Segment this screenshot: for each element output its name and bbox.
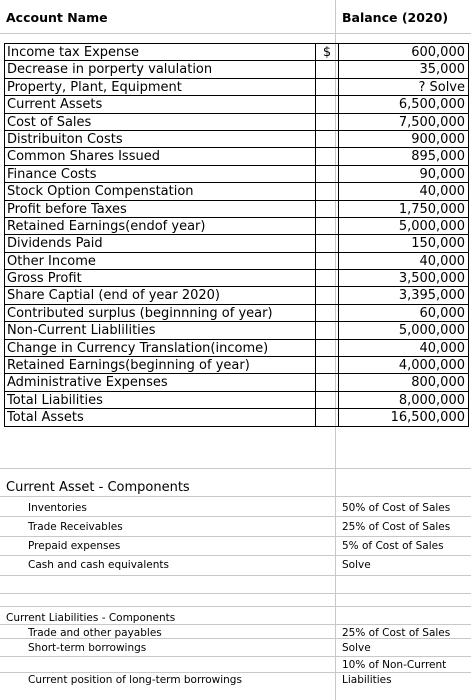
balance-cell: 3,500,000 xyxy=(398,271,465,287)
table-row xyxy=(5,79,468,96)
balance-cell: 90,000 xyxy=(419,166,465,182)
currency-cell xyxy=(315,374,339,390)
balance-cell: 60,000 xyxy=(419,305,465,321)
current-liabilities-components-title: Current Liabilities - Components xyxy=(6,612,176,624)
balance-cell: 3,395,000 xyxy=(398,288,465,304)
account-name-cell: Non-Current Liablilities xyxy=(7,323,156,339)
account-name-cell: Contributed surplus (beginnning of year) xyxy=(7,305,273,321)
table-row xyxy=(5,305,468,322)
currency-cell xyxy=(315,61,339,77)
account-name-cell: Total Liabilities xyxy=(7,392,103,408)
account-name-cell: Total Assets xyxy=(7,410,84,426)
table-row xyxy=(5,409,468,426)
table-row xyxy=(5,357,468,374)
gridline xyxy=(0,516,471,517)
table-row xyxy=(5,374,468,391)
account-name-cell: Cost of Sales xyxy=(7,114,92,130)
account-name-cell: Property, Plant, Equipment xyxy=(7,79,182,95)
account-name-cell: Other Income xyxy=(7,253,96,269)
gridline xyxy=(0,496,471,497)
table-row xyxy=(5,148,468,165)
table-row xyxy=(5,392,468,409)
component-label: Current position of long-term borrowings xyxy=(28,674,242,686)
currency-cell xyxy=(315,270,339,286)
balance-cell: 900,000 xyxy=(411,131,465,147)
currency-cell xyxy=(315,201,339,217)
balance-cell: 8,000,000 xyxy=(398,392,465,408)
account-name-cell: Gross Profit xyxy=(7,271,82,287)
balance-cell: 40,000 xyxy=(419,340,465,356)
table-row xyxy=(5,322,468,339)
table-row xyxy=(5,114,468,131)
table-row xyxy=(5,218,468,235)
account-name-cell: Decrease in porperty valulation xyxy=(7,62,213,78)
account-name-cell: Share Captial (end of year 2020) xyxy=(7,288,221,304)
currency-cell xyxy=(315,235,339,251)
currency-cell xyxy=(315,96,339,112)
component-value: Liabilities xyxy=(342,674,392,686)
gridline xyxy=(0,624,471,625)
currency-cell: $ xyxy=(315,44,339,60)
header-row xyxy=(0,0,471,34)
account-name-cell: Distribuiton Costs xyxy=(7,131,123,147)
balance-header: Balance (2020) xyxy=(342,10,449,25)
balance-cell: ? Solve xyxy=(418,79,465,95)
accounts-table xyxy=(4,43,469,427)
balance-cell: 16,500,000 xyxy=(390,410,465,426)
table-row xyxy=(5,201,468,218)
component-label: Trade Receivables xyxy=(28,521,123,533)
balance-cell: 1,750,000 xyxy=(398,201,465,217)
gridline xyxy=(0,468,471,469)
gridline xyxy=(0,536,471,537)
balance-cell: 40,000 xyxy=(419,184,465,200)
currency-cell xyxy=(315,392,339,408)
table-row xyxy=(5,287,468,304)
currency-cell xyxy=(315,305,339,321)
gridline xyxy=(0,606,471,607)
balance-cell: 4,000,000 xyxy=(398,358,465,374)
currency-cell xyxy=(315,409,339,425)
currency-cell xyxy=(315,340,339,356)
account-name-cell: Income tax Expense xyxy=(7,45,140,60)
currency-cell xyxy=(315,148,339,164)
account-name-cell: Profit before Taxes xyxy=(7,201,127,217)
current-asset-components-title: Current Asset - Components xyxy=(6,480,190,495)
account-name-cell: Change in Currency Translation(income) xyxy=(7,340,269,356)
account-name-cell: Current Assets xyxy=(7,97,103,113)
table-row xyxy=(5,340,468,357)
table-row xyxy=(5,44,468,61)
account-name-cell: Common Shares Issued xyxy=(7,149,160,165)
account-name-cell: Stock Option Compenstation xyxy=(7,184,194,200)
account-name-cell: Administrative Expenses xyxy=(7,375,168,391)
component-value: 25% of Cost of Sales xyxy=(342,627,451,639)
balance-cell: 40,000 xyxy=(419,253,465,269)
currency-cell xyxy=(315,183,339,199)
table-row xyxy=(5,183,468,200)
balance-cell: 800,000 xyxy=(411,375,465,391)
component-value: 50% of Cost of Sales xyxy=(342,502,451,514)
balance-cell: 895,000 xyxy=(411,149,465,165)
currency-cell xyxy=(315,322,339,338)
account-name-cell: Dividends Paid xyxy=(7,236,103,252)
currency-cell xyxy=(315,131,339,147)
balance-cell: 150,000 xyxy=(411,236,465,252)
component-value: 10% of Non-Current xyxy=(342,659,447,671)
currency-cell xyxy=(315,357,339,373)
component-label: Cash and cash equivalents xyxy=(28,559,169,571)
balance-cell: 5,000,000 xyxy=(398,323,465,339)
currency-cell xyxy=(315,287,339,303)
component-label: Trade and other payables xyxy=(28,627,162,639)
account-name-header: Account Name xyxy=(6,10,108,25)
table-row xyxy=(5,270,468,287)
balance-cell: 35,000 xyxy=(419,62,465,78)
balance-cell: 6,500,000 xyxy=(398,97,465,113)
gridline xyxy=(0,672,471,673)
table-row xyxy=(5,166,468,183)
table-row xyxy=(5,235,468,252)
component-value: 25% of Cost of Sales xyxy=(342,521,451,533)
gridline xyxy=(0,656,471,657)
balance-cell: 7,500,000 xyxy=(398,114,465,130)
gridline xyxy=(0,593,471,594)
currency-cell xyxy=(315,218,339,234)
account-name-cell: Retained Earnings(endof year) xyxy=(7,218,206,234)
currency-cell xyxy=(315,166,339,182)
component-label: Prepaid expenses xyxy=(28,540,121,552)
component-value: Solve xyxy=(342,642,371,654)
balance-cell: 600,000 xyxy=(411,45,465,60)
component-label: Short-term borrowings xyxy=(28,642,147,654)
table-row xyxy=(5,253,468,270)
currency-cell xyxy=(315,79,339,95)
table-row xyxy=(5,131,468,148)
currency-cell xyxy=(315,253,339,269)
component-value: Solve xyxy=(342,559,371,571)
table-row xyxy=(5,61,468,78)
component-value: 5% of Cost of Sales xyxy=(342,540,444,552)
balance-cell: 5,000,000 xyxy=(398,218,465,234)
gridline xyxy=(0,575,471,576)
account-name-cell: Finance Costs xyxy=(7,166,97,182)
gridline xyxy=(0,555,471,556)
currency-cell xyxy=(315,114,339,130)
account-name-cell: Retained Earnings(beginning of year) xyxy=(7,358,250,374)
table-row xyxy=(5,96,468,113)
component-label: Inventories xyxy=(28,502,87,514)
